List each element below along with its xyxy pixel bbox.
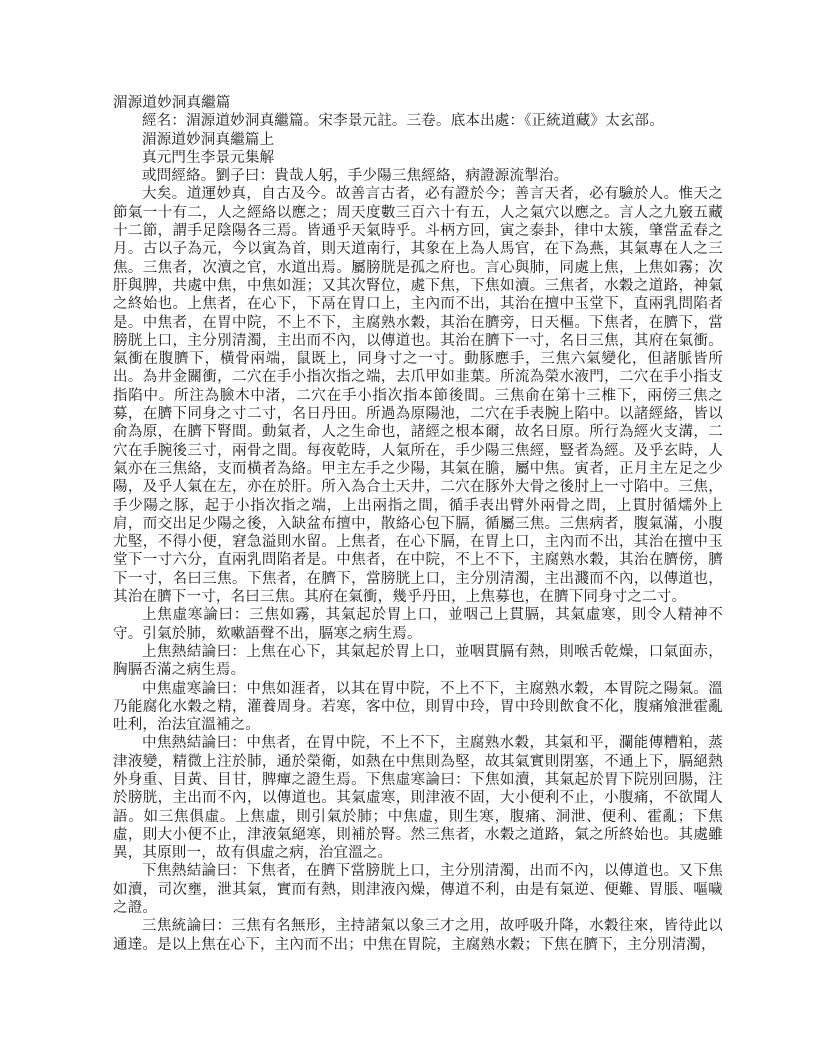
scripture-meta: 經名：湄源道妙洞真繼篇。宋李景元註。三卷。底本出處：《正統道藏》太玄部。 xyxy=(142,113,664,130)
para-zhongjiao-rejie: 中焦熱結論曰：中焦者，在胃中院，不上不下，主腐熟水穀，其氣和平，瀾能傳糟粕，蒸津液變，精微上注於肺，通於榮衛，如熱在中焦則為堅，故其氣實則閉塞，不通上下，膈絕熱外身重、目黃、目甘，脾癉之證生焉。下焦虛寒論曰：下焦如瀆，其氣起於胃下院別回腸，注於膀胱，主出而不內，以傳道也。其氣虛寒，則津液不固，大小便利不止，小腹痛，不欲聞人語。如三焦俱虛。上焦虛，則引氣於肺；中焦虛，則生寒，腹痛、洞泄、便利、霍亂；下焦虛，則大小便不止，津液氣絕寒，則補於腎。然三焦者，水穀之道路，氣之所終始也。其處雖異，其原則一，故有俱虛之病，治宜溫之。 xyxy=(113,735,723,862)
document-body xyxy=(113,94,723,954)
para-shangjiao-rejie: 上焦熱結論曰：上焦在心下，其氣起於胃上口，並咽貫膈有熱，則喉舌乾燥，口氣面赤，胸膈否滿之病生焉。 xyxy=(113,643,723,679)
main-discourse: 大矣。道運妙真，自古及今。故善言古者，必有證於今；善言天者，必有驗於人。惟天之節氣一十有二，人之經絡以應之；周天度數三百六十有五，人之氣穴以應之。言人之九竅五藏十二節，謂手足陰陽各三焉。皆通乎天氣時乎。斗柄方回，寅之泰卦，律中太簇，肇當孟春之月。古以子為元，今以寅為首，則天道南行，其象在上為人馬官，在下為燕，其氣專在人之三焦。三焦者，次瀆之官，水道出焉。屬膀胱是孤之府也。言心與肺，同處上焦，上焦如霧；次肝與脾，共處中焦，中焦如涯；又其次腎位，處下焦，下焦如瀆。三焦者，水穀之道路，神氣之終始也。上焦者，在心下，下鬲在胃口上，主內而不出，其治在擅中玉堂下，直兩乳問陷者是。中焦者，在胃中院，不上不下，主腐熟水穀，其治在臍旁，日天樞。下焦者，在臍下，當膀胱上口，主分別清濁，主出而不內，以傳道也。其治在臍下一寸，名日三焦，其府在氣衝。氣衝在腹臍下，橫骨兩端，鼠既上，同身寸之一寸。動豚應手，三焦六氣變化，但諸脈皆所出。為井金關衝，二穴在手小指次指之端，去爪甲如韭葉。所流為榮水液門，二穴在手小指支指陷中。所注為臉木中渚，二穴在手小指次指本節後間。三焦俞在第十三椎下，兩傍三焦之募，在臍下同身之寸二寸，名日丹田。所過為原陽池，二穴在手表腕上陷中。以諸經絡，皆以俞為原，在臍下腎間。動氣者，人之生命也，諸經之根本爾，故名日原。所行為經火支溝，二穴在手腕後三寸，兩骨之間。每夜乾時，人氣所在，手少陽三焦經，豎者為經。及乎玄時，人氣亦在三焦絡，支而橫者為絡。甲主左手之少陽，其氣在膽，屬中焦。寅者，正月主左足之少陽，及乎人氣在左，亦在於肝。所入為合土天井，二穴在豚外大骨之後肘上一寸陷中。三焦，手少陽之豚，起于小指次指之端，上出兩指之間，循手表出臂外兩骨之問，上貫肘循燸外上肩，而交出足少陽之後，入缺盆布擅中，散絡心包下膈，循屬三焦。三焦病者，腹氣滿，小腹尤堅，不得小便，窘急溢則水留。上焦者，在心下膈，在胃上口，主內而不出，其治在擅中玉堂下一寸六分，直兩乳問陷者是。中焦者，在中院，不上不下，主腐熟水穀，其治在臍傍，臍下一寸，名曰三焦。下焦者，在臍下，當膀胱上口，主分別清濁，主出濺而不內，以傳道也，其治在臍下一寸，名曰三焦。其府在氣衝，幾乎丹田，上焦募也，在臍下同身寸之二寸。 xyxy=(113,186,723,606)
chapter-heading: 湄源道妙洞真繼篇上 xyxy=(142,131,275,148)
doc-title: 湄源道妙洞真繼篇 xyxy=(113,95,231,111)
opening-question: 或問經絡。劉子曰：貴哉人躬，手少陽三焦經絡，病證源流掣治。 xyxy=(142,168,569,185)
para-zhongjiao-xuhan: 中焦虛寒論曰：中焦如涯者，以其在胃中院，不上不下，主腐熟水穀，本胃院之陽氣。溫乃能腐化水穀之精，灌養周身。若寒，客中位，則胃中玲，胃中玲則飲食不化，腹痛飧泄霍亂吐利，治法宜溫補之。 xyxy=(113,680,723,734)
para-xiajiao-rejie: 下焦熱結論曰：下焦者，在臍下當膀胱上口，主分別清濁，出而不內，以傳道也。又下焦如瀆，司次壅，泄其氣，實而有熱，則津液內燥，傳道不利，由是有氣逆、便難、胃脹、嘔噦之證。 xyxy=(113,863,723,917)
author-line: 真元門生李景元集解 xyxy=(142,149,275,166)
para-shangjiao-xuhan: 上焦虛寒論曰：三焦如霧，其氣起於胃上口，並咽己上貫膈，其氣虛寒，則令人精神不守。引氣於肺，欬嗽語聲不出，膈寒之病生焉。 xyxy=(113,607,723,642)
para-sanjiao-tonglun: 三焦統論曰：三焦有名無形，主持諸氣以象三才之用，故呼吸升降，水穀往來，皆待此以通達。是以上焦在心下，主內而不出；中焦在胃院，主腐熟水穀；下焦在臍下，主分別清濁， xyxy=(113,918,723,953)
